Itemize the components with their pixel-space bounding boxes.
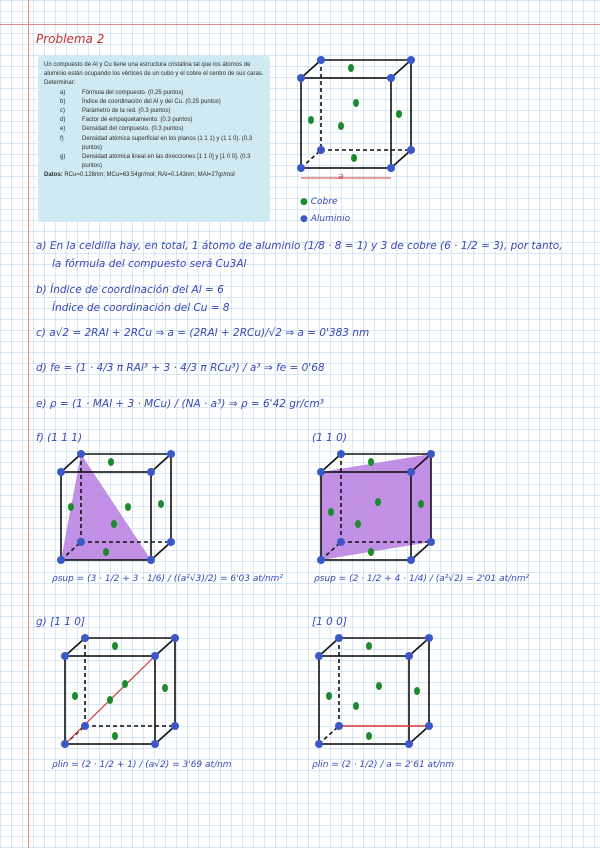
formula-f-111: ρsup = (3 · 1/2 + 3 · 1/6) / ((a²√3)/2) = 6'03 at/nm² bbox=[52, 574, 284, 584]
formula-f-110: ρsup = (2 · 1/2 + 4 · 1/4) / (a²√2) = 2'01 at/nm² bbox=[314, 574, 530, 584]
top-line bbox=[0, 24, 600, 25]
item-letter: c) bbox=[60, 108, 65, 115]
cube-plane-111 bbox=[56, 452, 176, 567]
problem-item: Fórmula del compuesto. (0.25 puntos) bbox=[82, 89, 184, 96]
answer-b-line1: b) Índice de coordinación del Al = 6 bbox=[36, 284, 224, 296]
answer-e: e) ρ = (1 · MAl + 3 · MCu) / (NA · a³) ⇒ ρ = 6'42 gr/cm³ bbox=[36, 398, 324, 410]
legend-cobre: ● Cobre bbox=[300, 197, 338, 207]
cube-plane-110 bbox=[316, 452, 436, 567]
legend-aluminio-label: Aluminio bbox=[310, 214, 351, 224]
legend-cobre-label: Cobre bbox=[310, 197, 338, 207]
problem-item: Factor de empaquetamiento. (0.3 puntos) bbox=[82, 117, 193, 124]
problem-item: Densidad del compuesto. (0.3 puntos) bbox=[82, 126, 184, 133]
cube-direction-110 bbox=[60, 636, 180, 751]
data-label: Datos: bbox=[44, 172, 63, 179]
formula-g-110: ρlin = (2 · 1/2 + 1) / (a√2) = 3'69 at/nm bbox=[52, 760, 232, 770]
formula-g-100: ρlin = (2 · 1/2) / a = 2'61 at/nm bbox=[312, 760, 455, 770]
legend-aluminio: ● Aluminio bbox=[300, 214, 351, 224]
answer-f-label: f) (1 1 1) bbox=[36, 432, 83, 444]
problem-item: Densidad atómica superficial en los planos (1 1 1) y (1 1 0). (0.3 puntos) bbox=[82, 135, 253, 151]
answer-f2-label: (1 1 0) bbox=[312, 432, 347, 444]
answer-g2-label: [1 0 0] bbox=[312, 616, 347, 628]
item-letter: b) bbox=[60, 98, 66, 105]
answer-a-line1: a) En la celdilla hay, en total, 1 átomo de aluminio (1/8 · 8 = 1) y 3 de cobre (6 · 1/2 = 3), por tanto, bbox=[36, 240, 563, 252]
answer-c: c) a√2 = 2RAl + 2RCu ⇒ a = (2RAl + 2RCu)/√2 ⇒ a = 0'383 nm bbox=[36, 327, 370, 339]
answer-b-line2: Índice de coordinación del Cu = 8 bbox=[52, 302, 230, 314]
answer-g-label: g) [1 1 0] bbox=[36, 616, 86, 628]
cube-direction-100 bbox=[314, 636, 434, 751]
page-title: Problema 2 bbox=[36, 32, 105, 46]
item-letter: e) bbox=[60, 126, 66, 133]
answer-a-line2: la fórmula del compuesto será Cu3Al bbox=[52, 258, 247, 270]
item-letter: g) bbox=[60, 154, 66, 161]
problem-statement bbox=[38, 56, 270, 222]
data-values: RCu=0.128nm; MCu=63.54gr/mol; RAl=0.143nm; MAl=27gr/mol bbox=[64, 172, 235, 179]
margin-line bbox=[28, 0, 29, 848]
item-letter: a) bbox=[60, 89, 66, 96]
problem-item: Índice de coordinación del Al y del Cu. (0.25 puntos) bbox=[82, 98, 221, 105]
answer-d: d) fe = (1 · 4/3 π RAl³ + 3 · 4/3 π RCu³) / a³ ⇒ fe = 0'68 bbox=[36, 362, 325, 374]
problem-intro: Un compuesto de Al y Cu tiene una estructura cristalina tal que los átomos de aluminio están ocupando los vértices de un cubo y el cobre el centro de sus caras. Determinar: bbox=[44, 62, 264, 87]
item-letter: d) bbox=[60, 117, 66, 124]
problem-item: Parámetro de la red. (0.3 puntos) bbox=[82, 108, 171, 115]
unit-cell-diagram bbox=[296, 58, 416, 188]
problem-item: Densidad atómica lineal en las direcciones [1 1 0] y [1 0 0]. (0.3 puntos) bbox=[82, 154, 251, 170]
item-letter: f) bbox=[60, 135, 64, 142]
edge-label: a bbox=[338, 172, 344, 182]
